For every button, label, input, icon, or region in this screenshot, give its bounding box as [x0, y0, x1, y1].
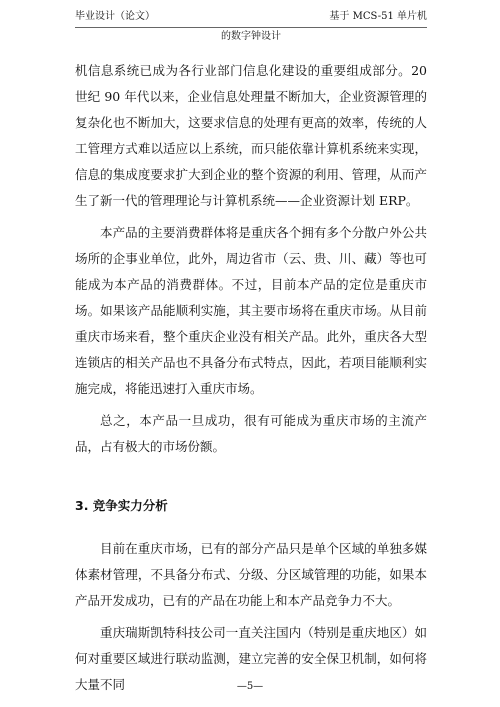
header-center-text: 的数字钟设计 — [221, 31, 281, 42]
header-rule — [75, 27, 427, 28]
header-left-text: 毕业设计（论文） — [75, 11, 155, 22]
page-number: —5— — [236, 681, 264, 692]
paragraph-2: 本产品的主要消费群体将是重庆各个拥有多个分散户外公共场所的企事业单位，此外，周边省市（云、贵、川、藏）等也可能成为本产品的消费群体。不过，目前本产品的定位是重庆市场。如果该产品能顺利实施，其主要市场将在重庆市场。从目前重庆市场来看，整个重庆企业没有相关产品。此外，重庆各大型连锁店的相关产品也不具备分布式特点，因此，若项目能顺利实施完成，将能迅速打入重庆市场。 — [75, 225, 427, 396]
page-header — [75, 10, 427, 50]
page-body — [75, 58, 427, 698]
paragraph-4: 目前在重庆市场，已有的部分产品只是单个区域的单独多媒体素材管理，不具备分布式、分级、分区域管理的功能，如果本产品开发成功，已有的产品在功能上和本产品竞争力不大。 — [75, 541, 427, 608]
header-right-text: 基于 MCS-51 单片机 — [329, 11, 427, 22]
section-title: 3. 竞争实力分析 — [75, 498, 168, 513]
paragraph-5: 重庆瑞斯凯特科技公司一直关注国内（特别是重庆地区）如何对重要区域进行联动监测，建立完善的安全保卫机制，如何将大量不同 — [75, 625, 427, 692]
paragraph-3: 总之，本产品一旦成功，很有可能成为重庆市场的主流产品，占有极大的市场份额。 — [75, 413, 427, 454]
paragraph-1: 机信息系统已成为各行业部门信息化建设的重要组成部分。20 世纪 90 年代以来，企业信息处理量不断加大，企业资源管理的复杂化也不断加大，这要求信息的处理有更高的效率，传统的人工管理方式难以适应以上系统，而只能依靠计算机系统来实现，信息的集成度要求扩大到企业的整个资源的利用、管理，从而产生了新一代的管理理论与计算机系统——企业资源计划 ERP。 — [75, 63, 427, 208]
